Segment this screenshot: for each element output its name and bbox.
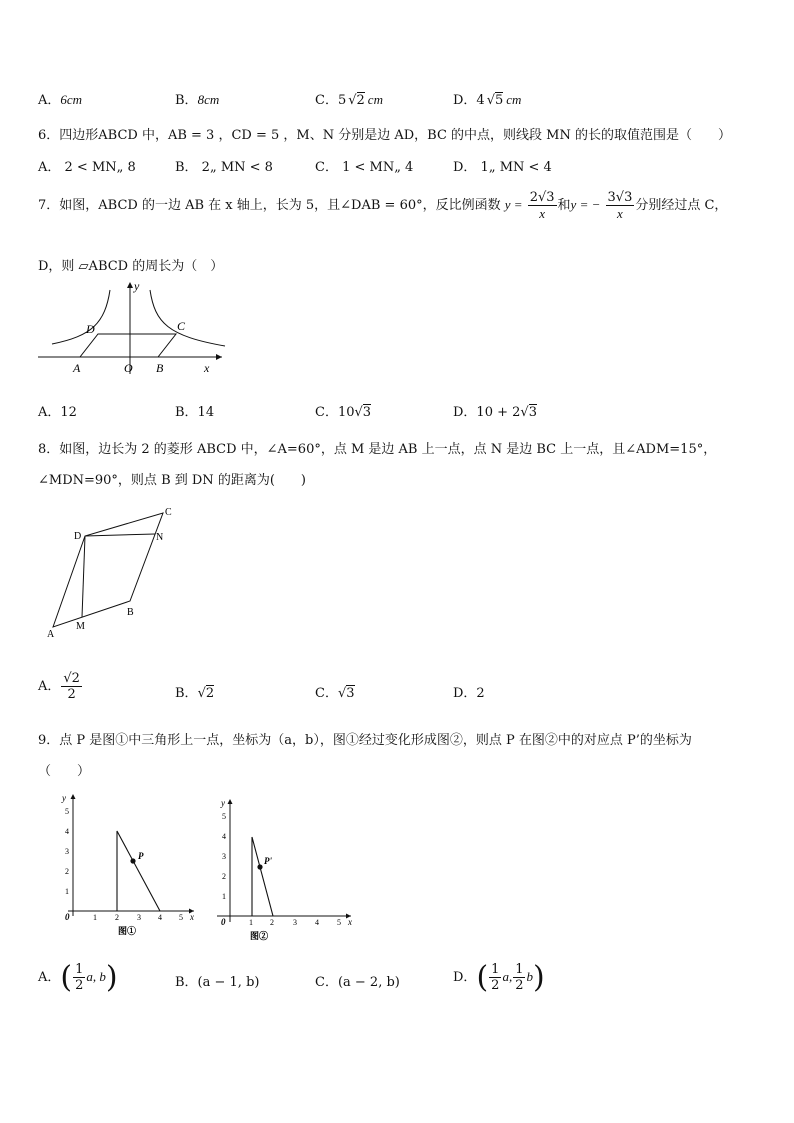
q8-rhombus [53,513,163,627]
q9-fig2-label-x: x [348,917,352,927]
q7-parallelogram [80,334,176,357]
svg-text:5: 5 [222,812,226,821]
svg-text:1: 1 [93,913,97,922]
q9-fig1-triangle [73,831,160,911]
prev-option-c: C．5 √2 cm [315,92,383,108]
svg-text:3: 3 [293,918,297,927]
q9-stem: 9．点 P 是图①中三角形上一点，坐标为（a，b），图①经过变化形成图②，则点 P 在图②中的对应点 P’的坐标为 [38,733,692,748]
q7-option-c: C．10√3 [315,405,372,420]
q8-label-a: A [47,629,55,640]
q8-option-b: B．√2 [175,686,215,701]
q8-label-m: M [76,621,85,632]
svg-text:4: 4 [315,918,319,927]
q6-option-a: A． 2 < MN„ 8 [38,160,136,175]
q8-figure [40,503,190,643]
q6-option-c: C． 1 < MN„ 4 [315,160,414,175]
q9-fig1-x-ticks [93,913,183,922]
q7-y-axis-arrow [127,282,133,288]
svg-text:3: 3 [222,852,226,861]
q9-stem-continued: （ ） [38,764,91,779]
q8-segment-dn [85,534,155,536]
q9-figure-2 [212,795,357,945]
q9-fig2-label-origin: 0 [221,917,226,927]
q9-fig2-triangle [230,837,273,916]
q7-curve-right [150,290,225,346]
q7-curve-left [52,290,110,344]
svg-text:4: 4 [65,827,69,836]
svg-text:2: 2 [65,867,69,876]
q9-fig2-label-y: y [221,798,225,808]
q8-label-n: N [156,532,164,543]
svg-text:4: 4 [222,832,226,841]
q9-fig1-label-p: P [138,851,144,861]
q9-fig1-label-origin: 0 [65,912,70,922]
svg-text:5: 5 [179,913,183,922]
q6-option-b: B． 2„ MN < 8 [175,160,273,175]
q7-stem-continued: D，则 ▱ABCD 的周长为（ ） [38,259,224,274]
q9-fig2-caption: 图② [250,931,269,941]
q7-label-o: O [124,361,133,375]
q7-label-b: B [156,361,164,375]
q9-fig2-y-ticks [222,812,226,901]
q8-label-c: C [165,507,172,518]
prev-option-b: B．8cm [175,92,220,108]
q7-option-d: D．10 + 2√3 [453,405,537,420]
q7-option-a: A．12 [38,405,77,420]
q8-stem-continued: ∠MDN=90°，则点 B 到 DN 的距离为( ) [38,473,306,488]
q7-label-d: D [86,322,95,336]
prev-option-d: D．4 √5 cm [453,92,522,108]
svg-text:1: 1 [222,892,226,901]
q9-option-c: C．(a − 2, b) [315,975,400,990]
q7-stem: 7．如图，ABCD 的一边 AB 在 x 轴上，长为 5，且∠DAB = 60°，反比例函数 y = $\frac{2√3}{x}$ 和y = − $\frac{3√3}{x}$ 分别经过点 C， [38,190,728,221]
q8-stem: 8．如图，边长为 2 的菱形 ABCD 中，∠A=60°，点 M 是边 AB 上一点，点 N 是边 BC 上一点，且∠ADM=15°， [38,442,717,457]
q7-figure [30,278,230,378]
q9-fig1-caption: 图① [118,926,137,936]
q9-figure-1 [56,790,206,940]
svg-text:4: 4 [158,913,162,922]
q8-option-d: D．2 [453,686,485,701]
q8-label-d: D [74,531,82,542]
svg-text:1: 1 [249,918,253,927]
q7-x-axis-arrow [216,354,222,360]
svg-text:5: 5 [337,918,341,927]
q9-fig1-label-y: y [62,793,66,803]
q9-fig1-label-x: x [190,912,194,922]
svg-text:2: 2 [222,872,226,881]
q9-option-a: A．( $\frac{1}{2}$ a, b) [38,960,118,995]
q6-stem: 6．四边形ABCD 中，AB = 3 ，CD = 5 ，M、N 分别是边 AD，BC 的中点，则线段 MN 的长的取值范围是（ ） [38,128,731,143]
svg-text:1: 1 [65,887,69,896]
q7-label-y: y [134,279,140,293]
q9-option-d: D．( $\frac{1}{2}$ a, $\frac{1}{2}$ b) [453,960,545,995]
q9-fig1-y-ticks [65,807,69,896]
q9-fig2-label-p: P' [264,856,272,866]
q9-fig2-point-p [257,864,262,869]
svg-text:3: 3 [137,913,141,922]
svg-text:2: 2 [270,918,274,927]
q8-option-a: A． $\frac{√2}{2}$ [38,671,80,702]
q7-label-a: A [73,361,81,375]
q7-label-c: C [177,319,186,333]
q6-option-d: D． 1„ MN < 4 [453,160,552,175]
q8-label-b: B [127,607,134,618]
q7-label-x: x [204,361,210,375]
prev-option-a: A．6cm [38,92,83,108]
q8-segment-dm [82,536,85,617]
q9-fig1-point-p [130,858,135,863]
q9-fig2-x-ticks [249,918,341,927]
q8-option-c: C．√3 [315,686,355,701]
svg-text:5: 5 [65,807,69,816]
svg-text:2: 2 [115,913,119,922]
svg-text:3: 3 [65,847,69,856]
q9-option-b: B．(a − 1, b) [175,975,260,990]
q7-option-b: B．14 [175,405,215,420]
